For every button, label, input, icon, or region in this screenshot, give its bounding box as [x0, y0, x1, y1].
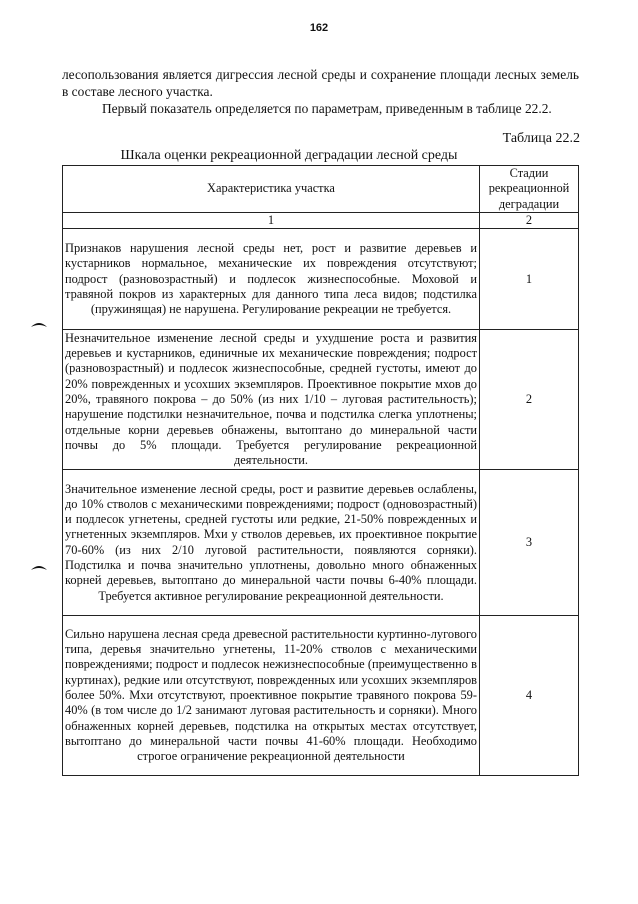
row-description: Незначительное изменение лесной среды и ухудшение роста и развития деревьев и кустарников, единичные их механические повреждения; подрост (разновозрастный) и подлесок жизнеспособные, средней густоты, имеют до 20% поврежденных и усохших экземпляров. Проективное покрытие мхов до 20%, травяного покрова – до 50% (из них 1/10 – луговая растительность); нарушение подстилки незначительное, почва и подстилка слегка уплотнены; отдельные корни деревьев обнажены, вытоптано до минеральной части почвы до 5% площади. Требуется регулирование рекреационной деятельности.: [63, 330, 480, 470]
paragraph-reference: Первый показатель определяется по параметрам, приведенным в таблице 22.2.: [102, 101, 552, 116]
row-stage: 4: [480, 616, 579, 776]
table-header-row: [63, 166, 579, 213]
table-label: Таблица 22.2: [502, 131, 580, 146]
table-caption: Шкала оценки рекреационной деградации лесной среды: [120, 148, 458, 163]
degradation-table: [62, 165, 579, 776]
page-number: 162: [309, 22, 329, 34]
column-number-2: 2: [480, 212, 579, 228]
scan-mark-icon: [30, 563, 48, 571]
header-stage: Стадии рекреационной деградации: [480, 166, 579, 213]
column-number-1: 1: [63, 212, 480, 228]
row-stage: 3: [480, 470, 579, 616]
table-row: [63, 229, 579, 330]
row-stage: 2: [480, 330, 579, 470]
table-row: [63, 330, 579, 470]
table-row: [63, 616, 579, 776]
row-stage: 1: [480, 229, 579, 330]
row-description: Сильно нарушена лесная среда древесной растительности куртинно-лугового типа, деревья значительно угнетены, 11-20% стволов с механическими повреждениями; подрост и подлесок нежизнеспособные (преимущественно в куртинах), редкие или отсутствуют, поврежденных или усохших экземпляров более 50%. Мхи отсутствуют, проективное покрытие травяного покрова 59-40% (в том числе до 1/2 занимают луговая растительность и сорняки). Много обнаженных корней деревьев, подстилка на открытых местах отсутствует, вытоптано до минеральной части почвы 41-60% площади. Необходимо строгое ограничение рекреационной деятельности: [63, 616, 480, 776]
table-number-row: [63, 212, 579, 228]
header-characteristic: Характеристика участка: [63, 166, 480, 213]
row-description: Признаков нарушения лесной среды нет, рост и развитие деревьев и кустарников нормальное, механические их повреждения отсутствуют; подрост (разновозрастный) и подлесок жизнеспособные. Моховой и травяной покров из характерных для данного типа леса видов; подстилка (пружинящая) не нарушена. Регулирование рекреации не требуется.: [63, 229, 480, 330]
scan-mark-icon: [30, 320, 48, 328]
table-row: [63, 470, 579, 616]
paragraph-intro: лесопользования является дигрессия лесной среды и сохранение площади лесных земель в составе лесного участка.: [62, 67, 579, 99]
row-description: Значительное изменение лесной среды, рост и развитие деревьев ослаблены, до 10% стволов с механическими повреждениями; подрост (одновозрастный) и подлесок угнетены, средней густоты или редкие, 21-50% поврежденных и угнетенных экземпляров. Мхи у стволов деревьев, их проективное покрытие 70-60% (из них 2/10 луговой растительности, появляются сорняки). Подстилка и почва значительно уплотнены, довольно много обнаженных корней деревьев, вытоптано до минеральной части почвы 6-40% площади. Требуется активное регулирование рекреационной деятельности.: [63, 470, 480, 616]
